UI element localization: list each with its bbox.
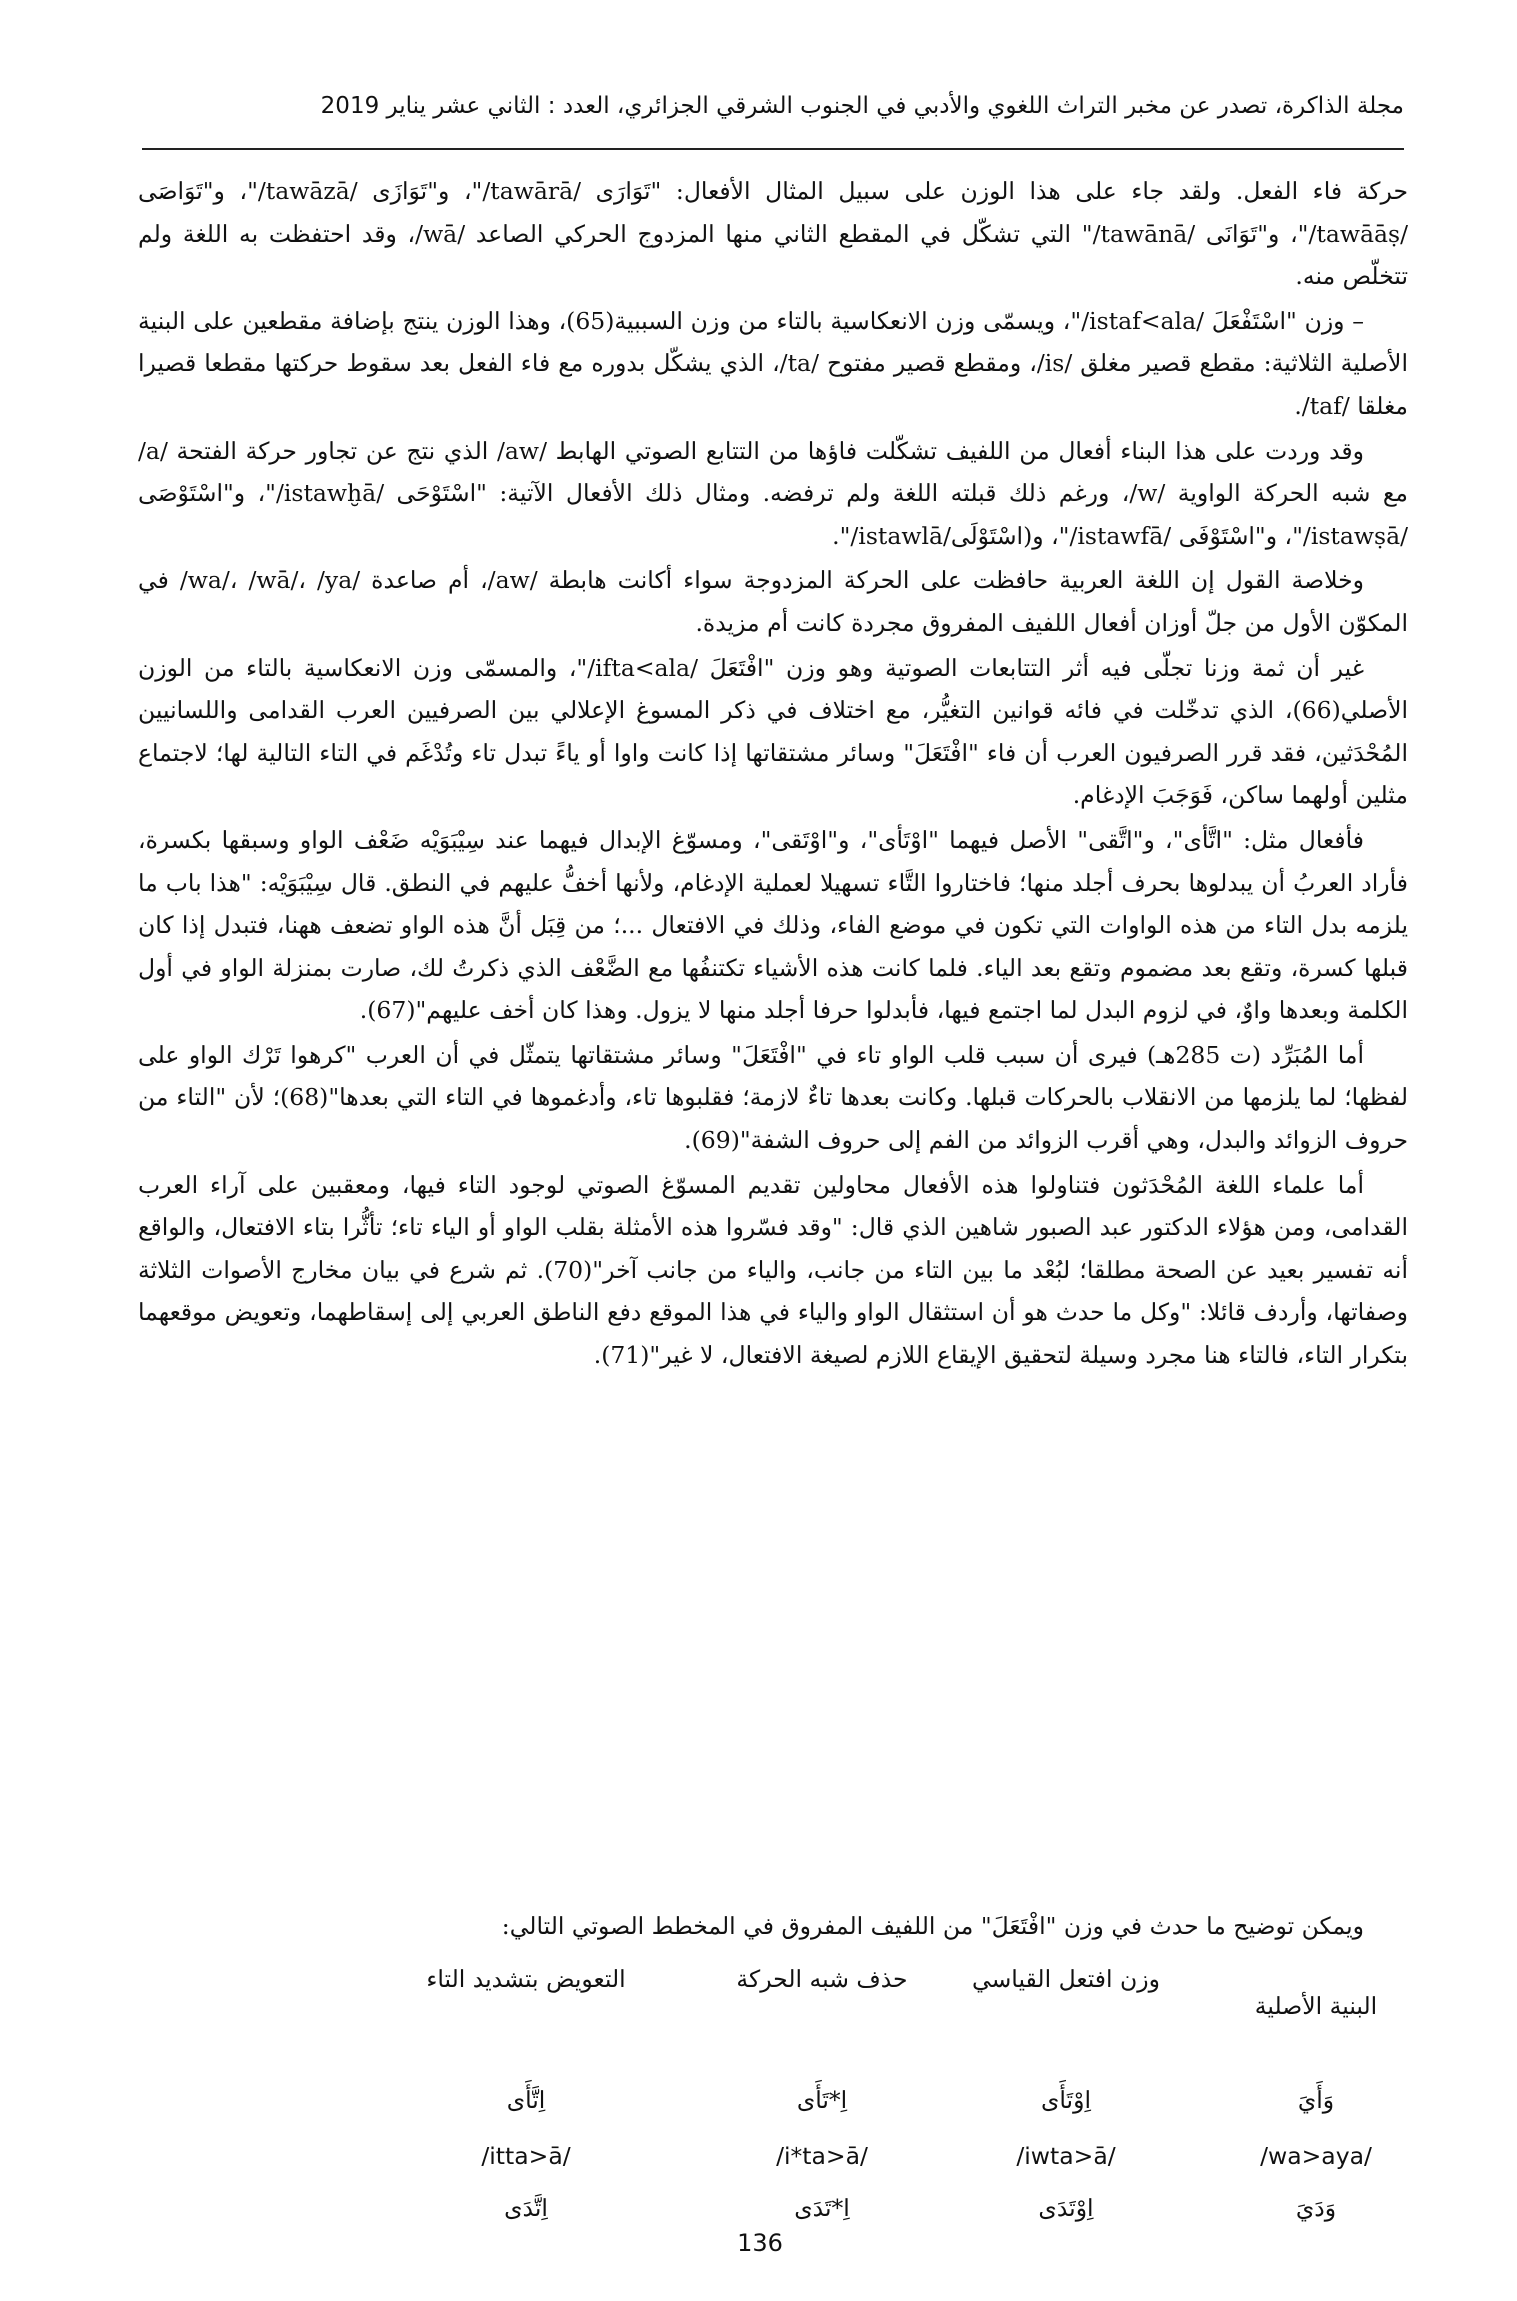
table-cell: /wa>aya/ [1260,2142,1372,2170]
paragraph: أما المُبَرِّد (ت 285هـ) فيرى أن سبب قلب الواو تاء في "افْتَعَلَ" وسائر مشتقاتها يتمثّل في أن العرب "كرهوا تَرْك الواو على لفظها؛ لما يلزمها من الانقلاب بالحركات قبلها. وكانت بعدها تاءٌ لازمة؛ فقلبوها تاء، وأدغموها في التاء التي بعدها"(68)؛ لأن "التاء من حروف الزوائد والبدل، وهي أقرب الزوائد من الفم إلى حروف الشفة"(69). [138,1040,1408,1155]
table-header-cell: التعويض بتشديد التاء [426,1965,626,1993]
paragraph: وقد وردت على هذا البناء أفعال من اللفيف تشكّلت فاؤها من التتابع الصوتي الهابط /aw/ الذي نتج عن تجاور حركة الفتحة /a/ مع شبه الحركة الواوية /w/، ورغم ذلك قبلته اللغة ولم ترفضه. ومثال ذلك الأفعال الآتية: "اسْتَوْحَى /istawḫā/"، و"اسْتَوْصَى /istawṣā/"، و"اسْتَوْفَى /istawfā/"، و(اسْتَوْلَى/istawlā/". [138,436,1409,550]
table-cell: اِ*تَدَى [794,2194,850,2222]
table-header-cell: البنية الأصلية [1254,1992,1378,2020]
table-caption: ويمكن توضيح ما حدث في وزن "افْتَعَلَ" من اللفيف المفروق في المخطط الصوتي التالي: [501,1912,1364,1940]
article-body [138,170,1408,1379]
running-header: مجلة الذاكرة، تصدر عن مخبر التراث اللغوي والأدبي في الجنوب الشرقي الجزائري، العدد : الثاني عشر يناير 2019 [320,93,1404,119]
paragraph: وخلاصة القول إن اللغة العربية حافظت على الحركة المزدوجة سواء أكانت هابطة /aw/، أم صاعدة /wa/، /wā/، /ya/ في المكوّن الأول من جلّ أوزان أفعال اللفيف المفروق مجردة كانت أم مزيدة. [138,566,1408,637]
table-header-cell: حذف شبه الحركة [736,1965,908,1993]
paragraph: حركة فاء الفعل. ولقد جاء على هذا الوزن على سبيل المثال الأفعال: "تَوَارَى /tawārā/"، و"تَوَازَى /tawāzā/"، و"تَوَاصَى /tawāāṣ/"، و"تَوَانَى /tawānā/" التي تشكّل في المقطع الثاني منها المزدوج الحركي الصاعد /wā/، وقد احتفظت به اللغة ولم تتخلّص منه. [138,177,1408,291]
table-cell: اِتَّدَى [504,2194,548,2222]
paragraph: غير أن ثمة وزنا تجلّى فيه أثر التتابعات الصوتية وهو وزن "افْتَعَلَ /ifta<ala/"، والمسمّى وزن الانعكاسية بالتاء من الوزن الأصلي(66)، الذي تدخّلت في فائه قوانين التغيُّر، مع اختلاف في ذكر المسوغ الإعلالي بين الصرفيين العرب القدامى واللسانيين المُحْدَثين، فقد قرر الصرفيون العرب أن فاء "افْتَعَلَ" وسائر مشتقاتها إذا كانت واوا أو ياءً تبدل تاء وتُدْغَم في التاء التالية لها؛ لاجتماع مثلين أولهما ساكن، فَوَجَبَ الإدغام. [138,653,1408,810]
table-cell: وَأَيَ [1297,2086,1335,2114]
table-cell: اِوْتَدَى [1038,2194,1094,2222]
table-cell: اِ*تَأَى [796,2086,848,2114]
table-row [172,2076,1416,2124]
table-cell: /i*ta>ā/ [776,2142,868,2170]
phonetic-table [172,1958,1416,2248]
table-header-cell: وزن افتعل القياسي [972,1965,1160,1993]
table-cell: /iwta>ā/ [1016,2142,1116,2170]
paragraph: أما علماء اللغة المُحْدَثون فتناولوا هذه الأفعال محاولين تقديم المسوّغ الصوتي لوجود التاء فيها، ومعقبين على آراء العرب القدامى، ومن هؤلاء الدكتور عبد الصبور شاهين الذي قال: "وقد فسّروا هذه الأمثلة بقلب الواو أو الياء تاء؛ تأثُّرا بتاء الافتعال، والواقع أنه تفسير بعيد عن الصحة مطلقا؛ لبُعْد ما بين التاء من جانب، والياء من جانب آخر"(70). ثم شرع في بيان مخارج الأصوات الثلاثة وصفاتها، وأردف قائلا: "وكل ما حدث هو أن استثقال الواو والياء في هذا الموقع دفع الناطق العربي إلى إسقاطهما، وتعويض موقعهما بتكرار التاء، فالتاء هنا مجرد وسيلة لتحقيق الإيقاع اللازم لصيغة الافتعال، لا غير"(71). [138,1170,1408,1370]
page-number: 136 [737,2229,783,2257]
table-cell: اِتَّأَى [506,2086,546,2114]
table-header-row [172,1958,1416,2054]
table-row [172,2132,1416,2180]
table-cell: وَدَيَ [1295,2194,1337,2222]
header-divider [142,148,1404,150]
paragraph: – وزن "اسْتَفْعَلَ /istaf<ala/"، ويسمّى وزن الانعكاسية بالتاء من وزن السببية(65)، وهذا الوزن ينتج بإضافة مقطعين على البنية الأصلية الثلاثية: مقطع قصير مغلق /is/، ومقطع قصير مفتوح /ta/، الذي يشكّل بدوره مع فاء الفعل بعد سقوط حركتها مقطعا قصيرا مغلقا /taf/. [138,306,1408,420]
table-cell: /itta>ā/ [481,2142,571,2170]
table-cell: اِوْتَأَى [1041,2086,1091,2114]
paragraph: فأفعال مثل: "اتَّأى"، و"اتَّقى" الأصل فيهما "اوْتَأى"، و"اوْتَقى"، ومسوّغ الإبدال فيهما عند سِيْبَوَيْه ضَعْف الواو وسبقها بكسرة، فأراد العربُ أن يبدلوها بحرف أجلد منها؛ فاختاروا التَّاء تسهيلا لعملية الإدغام، ولأنها أخفُّ عليهم في النطق. قال سِيْبَوَيْه: "هذا باب ما يلزمه بدل التاء من هذه الواوات التي تكون في موضع الفاء، وذلك في الافتعال ...؛ من قِبَل أنَّ هذه الواو تضعف ههنا، فتبدل إذا كان قبلها كسرة، وتقع بعد مضموم وتقع بعد الياء. فلما كانت هذه الأشياء تكتنفُها مع الضَّعْف الذي ذكرتُ لك، صارت بمنزلة الواو في أول الكلمة وبعدها واوٌ، في لزوم البدل لما اجتمع فيها، فأبدلوا حرفا أجلد منها لا يزول. وهذا كان أخف عليهم"(67). [138,825,1408,1025]
